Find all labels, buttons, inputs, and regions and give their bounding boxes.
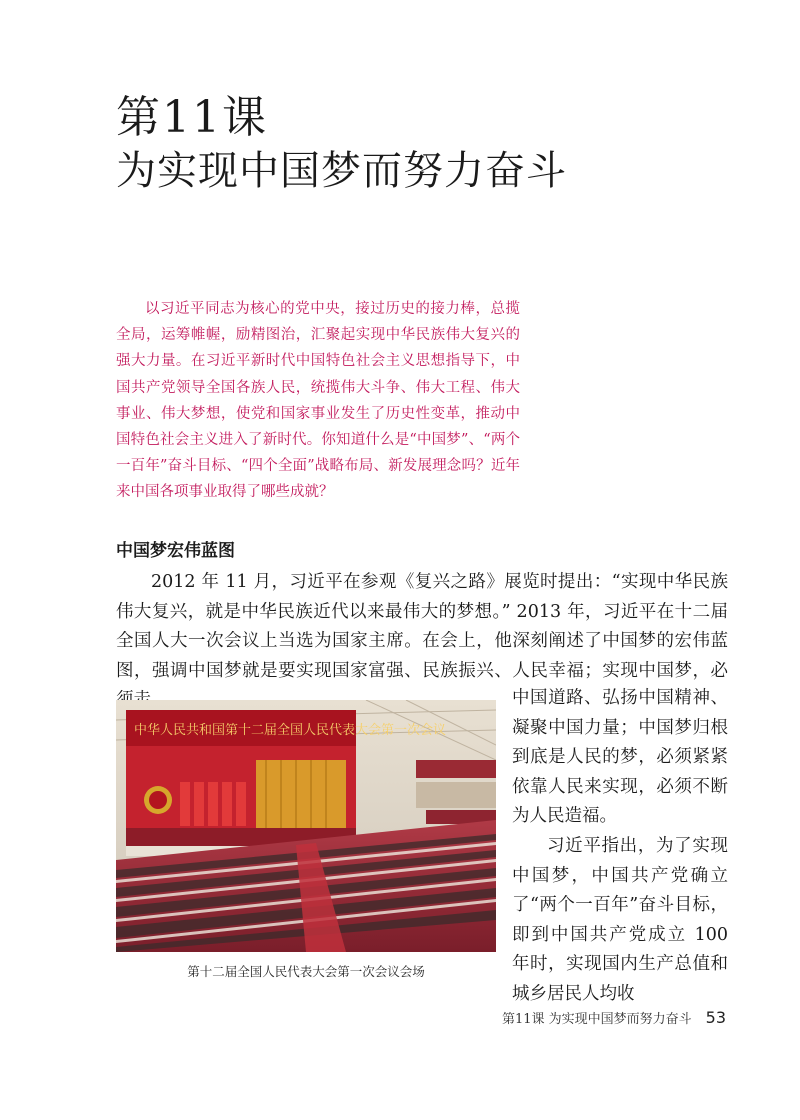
intro-paragraph: 以习近平同志为核心的党中央，接过历史的接力棒，总揽全局，运筹帷幄，励精图治，汇聚起实现中华民族伟大复兴的强大力量。在习近平新时代中国特色社会主义思想指导下，中国共产党领导全国各族人民，统揽伟大斗争、伟大工程、伟大事业、伟大梦想，使党和国家事业发生了历史性变革，推动中国特色社会主义进入了新时代。你知道什么是“中国梦”、“两个一百年”奋斗目标、“四个全面”战略布局、新发展理念吗？近年来中国各项事业取得了哪些成就？ <box>116 301 520 501</box>
page-number: 53 <box>705 1008 726 1027</box>
body-paragraph-2: 习近平指出，为了实现中国梦，中国共产党确立了“两个一百年”奋斗目标，即到中国共产党成立 100 年时，实现国内生产总值和城乡居民人均收 <box>512 835 728 1004</box>
body-paragraph-1-continued: 中国道路、弘扬中国精神、凝聚中国力量；中国梦归根到底是人民的梦，必须紧紧依靠人民来实现，必须不断为人民造福。 <box>512 688 728 827</box>
hall-banner-text: 中华人民共和国第十二届全国人民代表大会第一次会议 <box>134 723 447 738</box>
page-footer <box>502 1008 726 1027</box>
congress-hall-photo <box>116 700 496 952</box>
section-heading: 中国梦宏伟蓝图 <box>116 541 235 561</box>
lesson-number: 第11课 <box>116 92 268 143</box>
right-column-text <box>512 684 728 1010</box>
running-title: 第11课 为实现中国梦而努力奋斗 <box>501 1012 692 1027</box>
body-paragraph-1: 2012 年 11 月，习近平在参观《复兴之路》展览时提出：“实现中华民族伟大复兴，就是中华民族近代以来最伟大的梦想。” 2013 年，习近平在十二届全国人大一次会议上当选为国家主席。在会上，他深刻阐述了中国梦的宏伟蓝图，强调中国梦就是要实现国家富强、民族振兴、人民幸福；实现中国梦，必 <box>116 572 728 681</box>
photo-caption: 第十二届全国人民代表大会第一次会议会场 <box>187 964 425 979</box>
lesson-title: 为实现中国梦而努力奋斗 <box>116 148 567 194</box>
